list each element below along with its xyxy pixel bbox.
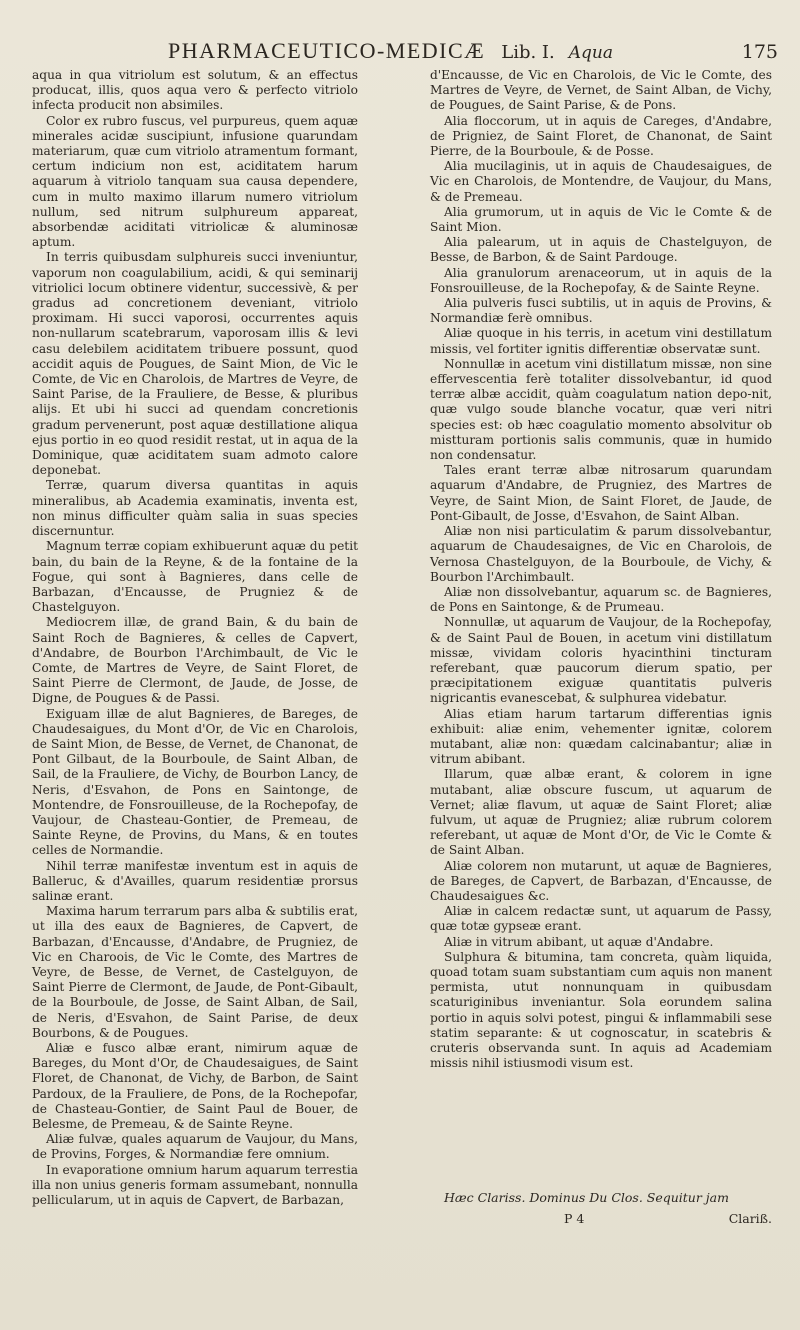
paragraph: Alia floccorum, ut in aquis de Careges, d'Andabre, de Prigniez, de Saint Floret, de Chanonat, de Saint Pierre, de la Bourboule, & de Posse. [430,113,772,159]
paragraph: Nonnullæ, ut aquarum de Vaujour, de la Rochepofay, & de Saint Paul de Bouen, in acetum vini distillatum missæ, vividam coloris hyacinthini tincturam referebant, quæ paucorum dierum spatio, per præcipitationem exiguæ quantitatis pulveris nigricantis evanescebat, & sulphurea videbatur. [430,615,772,706]
right-column [430,68,772,1071]
running-header [168,38,778,66]
paragraph: Alia mucilaginis, ut in aquis de Chaudesaigues, de Vic en Charolois, de Montendre, de Vaujour, du Mans, & de Premeau. [430,159,772,204]
paragraph: Aliæ fulvæ, quales aquarum de Vaujour, du Mans, de Provins, Forges, & Normandiæ fere omnium. [32,1132,358,1162]
paragraph: Aliæ in calcem redactæ sunt, ut aquarum de Passy, quæ totæ gypseæ erant. [430,904,772,934]
paragraph: Terræ, quarum diversa quantitas in aquis mineralibus, ab Academia examinatis, inventa est, non minus difficulter quàm salia in suas species discernuntur. [32,478,358,539]
paragraph: Alia granulorum arenaceorum, ut in aquis de la Fonsrouilleuse, de la Rochepofay, & de Sainte Reyne. [430,265,772,295]
paragraph: Nonnullæ in acetum vini distillatum missæ, non sine effervescentia ferè totaliter dissolvebantur, id quod terræ albæ accidit, quàm coagulatum nation depo-nit, quæ vulgo soude blanche vocatur, quæ veri nitri species est: ob hæc coagulatio momento absolvitur ob mistturam portionis salis communis, quæ in humido non condensatur. [430,356,772,463]
page-number: 175 [741,41,778,63]
paragraph: Illarum, quæ albæ erant, & colorem in igne mutabant, aliæ obscure fuscum, ut aquarum de Vernet; aliæ flavum, ut aquæ de Saint Floret; aliæ fulvum, ut aquæ de Prugniez; aliæ rubrum colorem referebant, ut aquæ de Mont d'Or, de Vic le Comte & de Saint Alban. [430,767,772,858]
paragraph: Nihil terræ manifestæ inventum est in aquis de Balleruc, & d'Availles, quarum residentiæ prorsus salinæ erant. [32,858,358,903]
paragraph: Aliæ quoque in his terris, in acetum vini destillatum missis, vel fortiter ignitis differentiæ observatæ sunt. [430,326,772,356]
paragraph: Alia grumorum, ut in aquis de Vic le Comte & de Saint Mion. [430,204,772,235]
catchword: Clariß. [728,1211,772,1226]
paragraph: In terris quibusdam sulphureis succi inveniuntur, vaporum non coagulabilium, acidi, & qui seminarij vitriolici locum obtinere videntur, successivè, & per gradus ad concretionem deveniant, vitriolo proximam. Hi succi vaporosi, occurrentes aquis non-nullarum scatebrarum, vaporosam illis & levi casu delebilem aciditatem tribuere possunt, quod accidit aquis de Pougues, de Saint Mion, de Vic le Comte, de Vic en Charolois, de Martres de Veyre, de Saint Parise, de la Frauliere, de Besse, & pluribus alijs. Et ubi hi succi ad quendam concretionis gradum pervenerunt, post aquæ destillatione aliqua ejus portio in eo quod residit restat, ut in aqua de la Dominique, quæ aciditatem suam admoto calore deponebat. [32,250,358,478]
paragraph: In evaporatione omnium harum aquarum terrestia illa non unius generis formam assumebant, nonnulla pellicularum, ut in aquis de Capvert, de Barbazan, [32,1162,358,1208]
paragraph: Tales erant terræ albæ nitrosarum quarundam aquarum d'Andabre, de Prugniez, des Martres de Veyre, de Saint Mion, de Saint Floret, de Jaude, de Pont-Gibault, de Josse, d'Esvahon, de Saint Alban. [430,463,772,523]
left-column [32,68,358,1208]
paragraph: Alias etiam harum tartarum differentias ignis exhibuit: aliæ enim, vehementer ignitæ, colorem mutabant, aliæ non: quædam calcinabantur; aliæ in vitrum abibant. [430,706,772,767]
paragraph: d'Encausse, de Vic en Charolois, de Vic le Comte, des Martres de Veyre, de Vernet, de Saint Alban, de Vichy, de Pougues, de Saint Parise, & de Pons. [430,68,772,113]
paragraph: Aliæ non dissolvebantur, aquarum sc. de Bagnieres, de Pons en Saintonge, & de Prumeau. [430,584,772,615]
closing-line: Hæc Clariss. Dominus Du Clos. Sequitur jam [444,1190,729,1205]
paragraph: Maxima harum terrarum pars alba & subtilis erat, ut illa des eaux de Bagnieres, de Capvert, de Barbazan, d'Encausse, d'Andabre, de Prugniez, de Vic en Charoois, de Vic le Comte, des Martres de Veyre, de Besse, de Vernet, de Castelguyon, de Saint Pierre de Clermont, de Jaude, de Pont-Gibault, de la Bourboule, de Josse, de Saint Alban, de Sail, de Neris, d'Esvahon, de Saint Parise, de deux Bourbons, & de Pougues. [32,904,358,1040]
signature-mark: P 4 [564,1211,585,1226]
header-title: PHARMACEUTICO-MEDICÆ [168,38,486,63]
paragraph: Magnum terræ copiam exhibuerunt aquæ du petit bain, du bain de la Reyne, & de la fontaine de la Fogue, qui sont à Bagnieres, dans celle de Barbazan, d'Encausse, de Prugniez & de Chastelguyon. [32,539,358,615]
paragraph: Aliæ e fusco albæ erant, nimirum aquæ de Bareges, du Mont d'Or, de Chaudesaigues, de Saint Floret, de Chanonat, de Vichy, de Barbon, de Saint Pardoux, de la Frauliere, de Pons, de la Rochepofar, de Chasteau-Gontier, de Saint Paul de Bouer, de Belesme, de Premeau, & de Sainte Reyne. [32,1041,358,1132]
page-footer [430,1190,772,1226]
paragraph: Aliæ non nisi particulatim & parum dissolvebantur, aquarum de Chaudesaignes, de Vic en Charolois, de Vernosa Chastelguyon, de la Bourboule, de Vichy, & Bourbon l'Archimbault. [430,524,772,584]
paragraph: Alia pulveris fusci subtilis, ut in aquis de Provins, & Normandiæ ferè omnibus. [430,296,772,326]
paragraph: Aliæ colorem non mutarunt, ut aquæ de Bagnieres, de Bareges, de Capvert, de Barbazan, d'Encausse, de Chaudesaigues &c. [430,858,772,903]
paragraph: Color ex rubro fuscus, vel purpureus, quem aquæ minerales acidæ suscipiunt, infusione quarundam materiarum, quæ cum vitriolo atramentum formant, certum indicium non est, aciditatem harum aquarum à vitriolo tanquam sua causa dependere, cum in multo maximo illarum numero vitriolum nullum, sed nitrum sulphureum appareat, absorbendæ aciditati vitriolicæ & aluminosæ aptum. [32,113,358,250]
paragraph: Mediocrem illæ, de grand Bain, & du bain de Saint Roch de Bagnieres, & celles de Capvert, d'Andabre, de Bourbon l'Archimbault, de Vic le Comte, de Martres de Veyre, de Saint Floret, de Saint Pierre de Clermont, de Jaude, de Josse, de Digne, de Pougues & de Passi. [32,615,358,706]
paragraph: aqua in qua vitriolum est solutum, & an effectus producat, illis, quos aqua vero & perfecto vitriolo infecta producit non absimiles. [32,68,358,113]
paragraph: Sulphura & bitumina, tam concreta, quàm liquida, quoad totam suam substantiam cum aquis non manent permista, utut nonnunquam in quibusdam scaturiginibus inveniantur. Sola eorundem salina portio in aquis solvi potest, pingui & inflammabili sese statim separante: & ut cognoscatur, in scatebris & cruteris observanda sunt. In aquis ad Academiam missis nihil istiusmodi visum est. [430,949,772,1071]
header-book: Lib. I. [501,42,555,63]
paragraph: Alia palearum, ut in aquis de Chastelguyon, de Besse, de Barbon, & de Saint Pardouge. [430,235,772,265]
signature-line [430,1211,772,1226]
header-section: Aqua [568,43,614,63]
paragraph: Aliæ in vitrum abibant, ut aquæ d'Andabre. [444,934,714,949]
paragraph: Exiguam illæ de alut Bagnieres, de Bareges, de Chaudesaigues, du Mont d'Or, de Vic en Charolois, de Saint Mion, de Besse, de Vernet, de Chanonat, de Pont Gilbaut, de la Bourboule, de Saint Alban, de Sail, de la Frauliere, de Vichy, de Bourbon Lancy, de Neris, d'Esvahon, de Pons en Saintonge, de Montendre, de Fonsrouilleuse, de la Rochepofay, de Vaujour, de Chasteau-Gontier, de Premeau, de Sainte Reyne, de Provins, du Mans, & en toutes celles de Normandie. [32,706,358,858]
